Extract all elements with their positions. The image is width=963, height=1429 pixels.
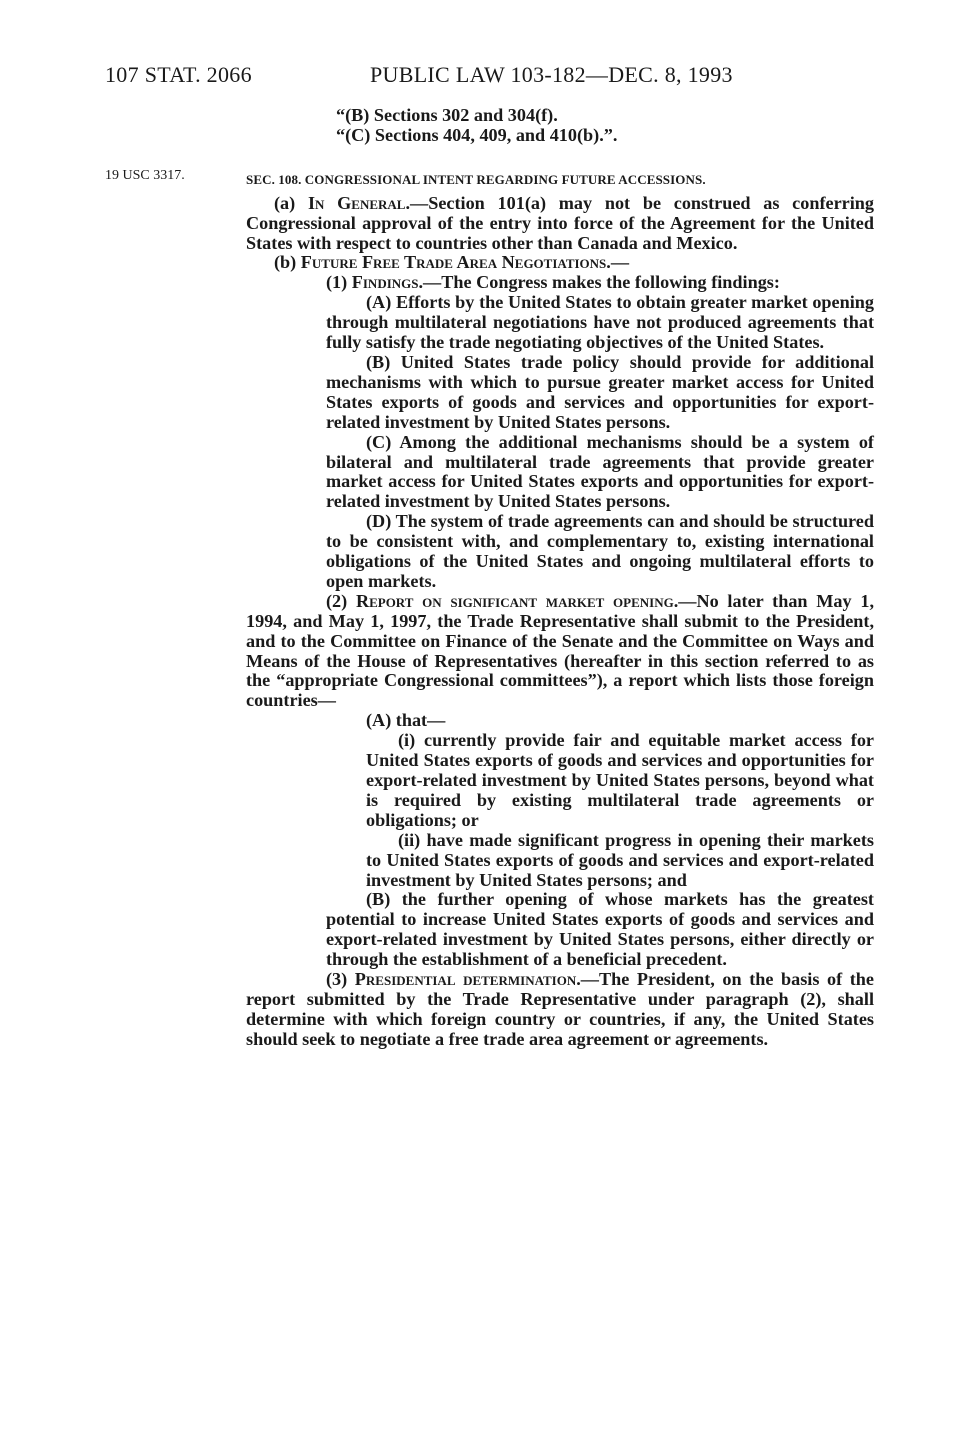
paragraph-3-caption: Presidential determination. [354, 969, 581, 990]
subsection-a: (a) In General.—Section 101(a) may not be construed as conferring Congressional approval of the entry into force of the Agreement for the United States with respect to countries other than Canada and Mexico. [246, 192, 874, 253]
subsection-a-caption: In General. [307, 192, 411, 213]
usc-margin-note: 19 USC 3317. [105, 168, 185, 183]
finding-d: (D) The system of trade agreements can and should be structured to be consistent with, and complementary to, existing international obligations of the United States and ongoing multilateral efforts to open markets. [326, 511, 874, 591]
paragraph-1: (1) Findings.—The Congress makes the following findings: [326, 272, 780, 293]
clause-i: (i) currently provide fair and equitable market access for United States exports of goods and services and opportunities for export-related investment by United States persons, beyond what is required by existing multilateral trade agreements or obligations; or [366, 730, 874, 830]
amendment-line: “(B) Sections 302 and 304(f). [336, 105, 558, 125]
paragraph-2: (2) Report on significant market opening.—No later than May 1, 1994, and May 1, 1997, the Trade Representative shall submit to the President, and to the Committee on Finance of the Senate and the Committee on Ways and Means of the House of Representatives (hereafter in this section referred to as the “appropriate Congressional committees”), a report which lists those foreign countries— [246, 590, 874, 711]
clause-ii: (ii) have made significant progress in opening their markets to United States exports of goods and services and export-related investment by United States persons; and [366, 829, 874, 890]
subsection-b: (b) Future Free Trade Area Negotiations.— [274, 252, 630, 273]
document-body [246, 106, 874, 1050]
section-heading: SEC. 108. CONGRESSIONAL INTENT REGARDING FUTURE ACCESSIONS. [246, 171, 706, 187]
paragraph-1-caption: Findings. [351, 272, 424, 293]
finding-c: (C) Among the additional mechanisms should be a system of bilateral and multilateral trade agreements that provide greater market access for United States exports and opportunities for export-related investment by United States persons. [326, 431, 874, 512]
subsection-b-caption: Future Free Trade Area Negotiations. [300, 252, 611, 273]
paragraph-3: (3) Presidential determination.—The President, on the basis of the report submitted by the Trade Representative under paragraph (2), shall determine with which foreign country or countries, if any, the United States should seek to negotiate a free trade area agreement or agreements. [246, 969, 874, 1049]
finding-b: (B) United States trade policy should provide for additional mechanisms with which to pursue greater market access for United States exports of goods and services and opportunities for export-related investment by United States persons. [326, 351, 874, 432]
amendment-line: “(C) Sections 404, 409, and 410(b).”. [336, 124, 618, 145]
public-law-header: PUBLIC LAW 103-182—DEC. 8, 1993 [370, 62, 733, 87]
paragraph-2-a: (A) that— [366, 710, 446, 731]
stat-citation: 107 STAT. 2066 [105, 62, 252, 87]
paragraph-2-caption: Report on significant market opening. [355, 590, 679, 611]
paragraph-2-b: (B) the further opening of whose markets has the greatest potential to increase United States exports of goods and services and export-related investment by United States persons, either directly or through the establishment of a beneficial precedent. [326, 889, 874, 970]
finding-a: (A) Efforts by the United States to obtain greater market opening through multilateral negotiations have not produced agreements that fully satisfy the trade negotiating objectives of the United States. [326, 292, 874, 353]
